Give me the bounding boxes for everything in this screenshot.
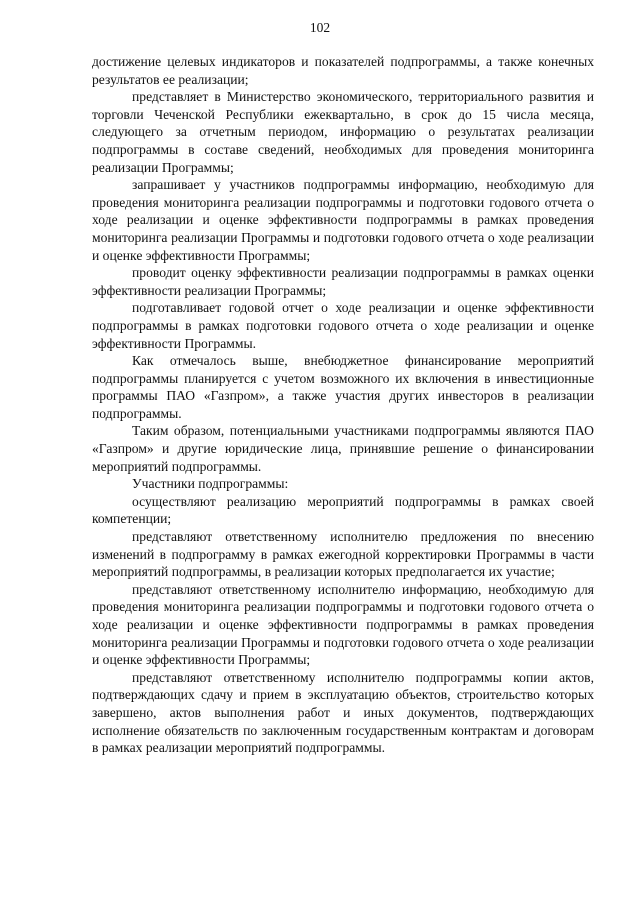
paragraph: представляет в Министерство экономического, территориального развития и торговли Чеченской Республики ежеквартально, в срок до 15 числа месяца, следующего за отчетным периодом, информацию о результатах реализации подпрограммы в составе сведений, необходимых для проведения мониторинга реализации Программы; bbox=[92, 89, 594, 175]
paragraph: представляют ответственному исполнителю предложения по внесению изменений в подпрограмму в рамках ежегодной корректировки Программы в части мероприятий подпрограммы, в реализации которых предполагается их участие; bbox=[92, 529, 594, 580]
paragraph: подготавливает годовой отчет о ходе реализации и оценке эффективности подпрограммы в рамках подготовки годового отчета о ходе реализации и оценке эффективности Программы. bbox=[92, 300, 594, 351]
paragraph-heading: Участники подпрограммы: bbox=[132, 476, 289, 492]
paragraph: достижение целевых индикаторов и показателей подпрограммы, а также конечных результатов ее реализации; bbox=[92, 54, 594, 87]
paragraph: представляют ответственному исполнителю подпрограммы копии актов, подтверждающих сдачу и прием в эксплуатацию объектов, строительство которых завершено, актов выполнения работ и иных документов, подтверждающих исполнение обязательств по заключенным государственным контрактам и договорам в рамках реализации мероприятий подпрограммы. bbox=[92, 669, 594, 756]
document-body bbox=[92, 53, 594, 757]
page-number: 102 bbox=[309, 20, 331, 35]
paragraph: проводит оценку эффективности реализации подпрограммы в рамках оценки эффективности реализации Программы; bbox=[92, 265, 594, 298]
paragraph: представляют ответственному исполнителю информацию, необходимую для проведения мониторинга реализации подпрограммы и подготовки годового отчета о ходе реализации и оценке эффективности подпрограммы в рамках проведения мониторинга реализации Программы и подготовки годового отчета о ходе реализации и оценке эффективности Программы; bbox=[92, 581, 594, 668]
paragraph: запрашивает у участников подпрограммы информацию, необходимую для проведения мониторинга реализации подпрограммы и подготовки годового отчета о ходе реализации и оценке эффективности подпрограммы в рамках проведения мониторинга реализации Программы и подготовки годового отчета о ходе реализации и оценке эффективности Программы; bbox=[92, 177, 594, 263]
paragraph: Как отмечалось выше, внебюджетное финансирование мероприятий подпрограммы планируется с учетом возможного их включения в инвестиционные программы ПАО «Газпром», а также участия других инвесторов в реализации подпрограммы. bbox=[92, 353, 594, 421]
paragraph: осуществляют реализацию мероприятий подпрограммы в рамках своей компетенции; bbox=[92, 493, 594, 527]
paragraph: Таким образом, потенциальными участниками подпрограммы являются ПАО «Газпром» и другие юридические лица, принявшие решение о финансировании мероприятий подпрограммы. bbox=[92, 423, 594, 474]
